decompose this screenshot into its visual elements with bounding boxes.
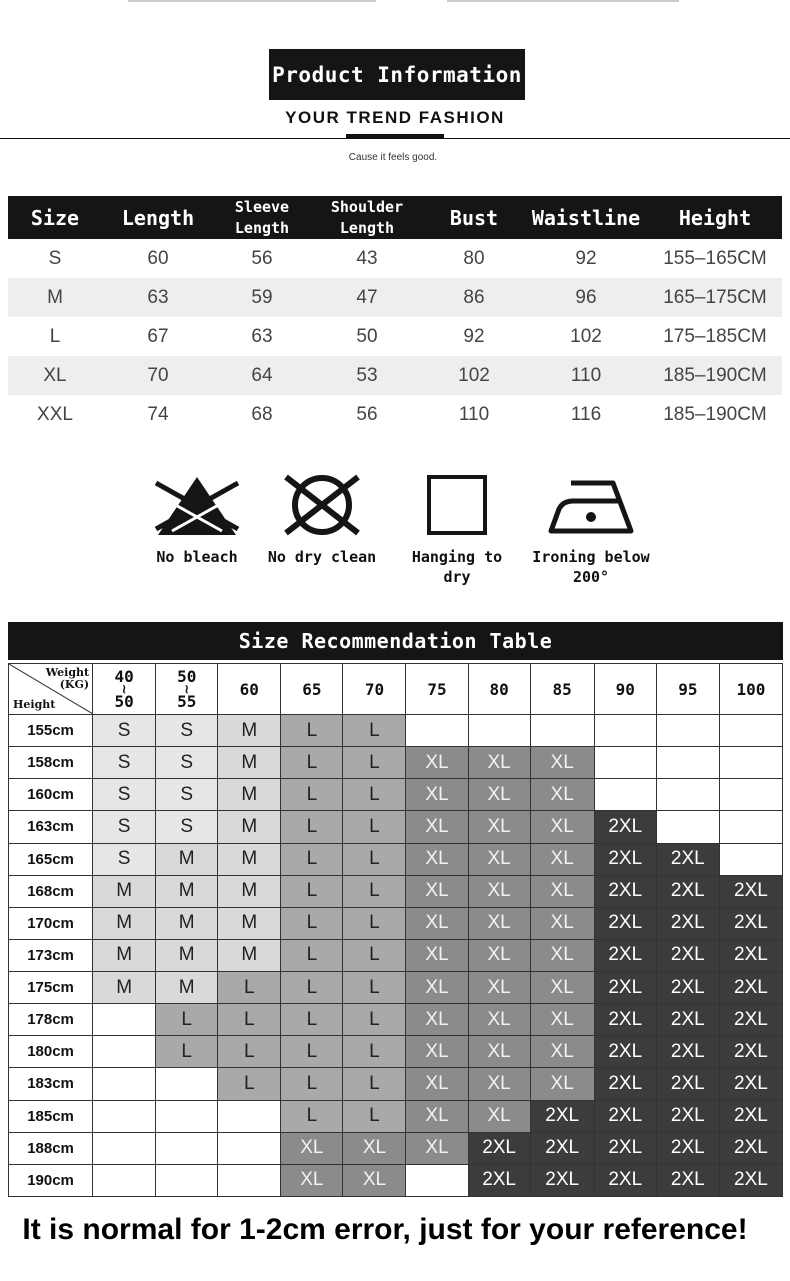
- recommendation-row: [9, 1004, 783, 1036]
- size-cell: 47: [310, 278, 424, 317]
- size-cell: 86: [424, 278, 524, 317]
- weight-col-header: 80: [468, 664, 530, 715]
- size-recommendation-cell: 2XL: [719, 972, 782, 1004]
- top-edge-line-left: [128, 0, 376, 2]
- size-recommendation-cell: XL: [406, 747, 468, 779]
- weight-col-header: 65: [281, 664, 343, 715]
- size-recommendation-cell: [656, 715, 719, 747]
- size-recommendation-cell: 2XL: [656, 843, 719, 875]
- size-recommendation-cell: S: [156, 747, 218, 779]
- size-row: [8, 356, 782, 395]
- size-recommendation-cell: 2XL: [594, 843, 656, 875]
- size-recommendation-cell: L: [281, 747, 343, 779]
- no-dry-clean-icon: [280, 473, 364, 537]
- height-label: 188cm: [9, 1132, 93, 1164]
- size-cell: 67: [147, 325, 169, 347]
- size-cell: 165–175CM: [648, 278, 782, 317]
- size-recommendation-cell: [93, 1100, 156, 1132]
- size-recommendation-cell: L: [281, 907, 343, 939]
- height-label: 163cm: [9, 811, 93, 843]
- size-recommendation-cell: 2XL: [594, 907, 656, 939]
- size-cell: 110: [458, 403, 490, 425]
- size-recommendation-cell: XL: [406, 972, 468, 1004]
- col-waistline: Waistline: [524, 196, 648, 239]
- size-recommendation-cell: L: [281, 1068, 343, 1100]
- recommendation-row: [9, 972, 783, 1004]
- recommendation-title: Size Recommendation Table: [8, 622, 783, 660]
- size-recommendation-cell: [656, 779, 719, 811]
- size-recommendation-cell: [156, 1068, 218, 1100]
- no-bleach-icon: [152, 473, 242, 537]
- size-recommendation-cell: XL: [530, 1068, 594, 1100]
- size-recommendation-cell: 2XL: [656, 1036, 719, 1068]
- size-recommendation-cell: L: [156, 1036, 218, 1068]
- size-recommendation-cell: XL: [530, 1004, 594, 1036]
- size-row: [8, 278, 782, 317]
- size-cell: 80: [463, 247, 485, 269]
- size-cell: 64: [214, 356, 310, 395]
- col-size: Size: [8, 196, 102, 239]
- size-recommendation-cell: XL: [281, 1132, 343, 1164]
- size-recommendation-cell: XL: [343, 1164, 406, 1196]
- height-label: 180cm: [9, 1036, 93, 1068]
- size-recommendation-cell: M: [218, 939, 281, 971]
- care-ironing: [522, 473, 660, 587]
- weight-col-header: 60: [218, 664, 281, 715]
- size-cell: 60: [147, 247, 169, 269]
- divider-accent: [346, 134, 444, 139]
- recommendation-row: [9, 715, 783, 747]
- size-recommendation-cell: 2XL: [594, 875, 656, 907]
- height-label: 185cm: [9, 1100, 93, 1132]
- size-recommendation-cell: [156, 1132, 218, 1164]
- size-recommendation-cell: S: [93, 811, 156, 843]
- size-recommendation-cell: M: [156, 907, 218, 939]
- size-cell: 102: [570, 325, 602, 347]
- size-recommendation-cell: M: [218, 747, 281, 779]
- size-recommendation-cell: XL: [468, 1036, 530, 1068]
- size-recommendation-cell: 2XL: [656, 939, 719, 971]
- size-recommendation-cell: [93, 1036, 156, 1068]
- weight-height-corner: [9, 664, 93, 715]
- weight-range-end: 50: [114, 692, 134, 711]
- size-recommendation-cell: 2XL: [530, 1100, 594, 1132]
- size-recommendation-cell: 2XL: [656, 1100, 719, 1132]
- size-recommendation-cell: [93, 1068, 156, 1100]
- weight-col-header: 75: [406, 664, 468, 715]
- size-recommendation-cell: M: [218, 843, 281, 875]
- size-recommendation-cell: XL: [530, 1036, 594, 1068]
- size-cell: M: [8, 278, 102, 317]
- size-recommendation-cell: L: [281, 1004, 343, 1036]
- size-recommendation-cell: XL: [468, 811, 530, 843]
- size-recommendation-cell: [594, 747, 656, 779]
- iron-icon: [543, 473, 639, 537]
- height-label: 168cm: [9, 875, 93, 907]
- size-cell: 56: [356, 403, 378, 425]
- weight-range-symbol: ≀: [121, 682, 127, 696]
- size-recommendation-cell: XL: [406, 1100, 468, 1132]
- size-recommendation-cell: M: [218, 715, 281, 747]
- size-recommendation-cell: XL: [468, 907, 530, 939]
- weight-col-header: [93, 664, 156, 715]
- size-cell: 116: [570, 403, 602, 425]
- weight-range-symbol: ≀: [184, 682, 189, 696]
- size-recommendation-cell: L: [218, 1068, 281, 1100]
- hang-dry-icon: [425, 473, 489, 537]
- size-cell: L: [49, 325, 61, 347]
- size-recommendation-cell: M: [156, 875, 218, 907]
- size-recommendation-cell: S: [93, 747, 156, 779]
- care-hang-dry-label: Hanging to dry: [411, 548, 503, 586]
- size-recommendation-cell: [406, 1164, 468, 1196]
- size-recommendation-cell: 2XL: [468, 1132, 530, 1164]
- recommendation-row: [9, 939, 783, 971]
- corner-weight-label: Weight (KG): [45, 666, 90, 691]
- size-recommendation-cell: L: [281, 875, 343, 907]
- size-recommendation-cell: L: [281, 939, 343, 971]
- size-recommendation-cell: XL: [530, 907, 594, 939]
- height-label: 190cm: [9, 1164, 93, 1196]
- size-recommendation-cell: XL: [406, 811, 468, 843]
- size-recommendation-cell: 2XL: [530, 1164, 594, 1196]
- size-cell: S: [48, 247, 62, 269]
- size-recommendation-cell: 2XL: [468, 1164, 530, 1196]
- size-recommendation-cell: 2XL: [594, 972, 656, 1004]
- size-recommendation-cell: L: [281, 843, 343, 875]
- size-recommendation-cell: M: [156, 939, 218, 971]
- size-cell: 53: [310, 356, 424, 395]
- size-recommendation-table: [8, 663, 783, 1197]
- size-recommendation-cell: 2XL: [594, 1004, 656, 1036]
- size-recommendation-cell: L: [281, 972, 343, 1004]
- size-recommendation-cell: XL: [406, 1132, 468, 1164]
- size-cell: 110: [524, 356, 648, 395]
- size-cell: 63: [102, 278, 214, 317]
- size-recommendation-cell: XL: [468, 875, 530, 907]
- size-row: [8, 317, 782, 356]
- size-recommendation-cell: XL: [406, 843, 468, 875]
- size-recommendation-cell: 2XL: [656, 1068, 719, 1100]
- corner-height-label: Height: [13, 698, 56, 711]
- height-label: 173cm: [9, 939, 93, 971]
- size-recommendation-cell: M: [218, 875, 281, 907]
- weight-col-header: 100: [719, 664, 782, 715]
- size-recommendation-cell: XL: [468, 747, 530, 779]
- size-recommendation-cell: XL: [530, 939, 594, 971]
- size-recommendation-cell: 2XL: [719, 1132, 782, 1164]
- size-cell: 74: [147, 403, 169, 425]
- recommendation-row: [9, 843, 783, 875]
- size-recommendation-cell: XL: [406, 1004, 468, 1036]
- size-recommendation-cell: L: [343, 1100, 406, 1132]
- size-recommendation-cell: 2XL: [719, 1036, 782, 1068]
- size-recommendation-cell: L: [218, 972, 281, 1004]
- size-recommendation-cell: 2XL: [594, 1036, 656, 1068]
- size-cell: 185–190CM: [663, 403, 767, 425]
- size-recommendation-cell: L: [218, 1036, 281, 1068]
- size-cell: 92: [575, 247, 597, 269]
- size-chart-header: [8, 196, 782, 239]
- col-length: Length: [102, 196, 214, 239]
- size-recommendation-cell: XL: [468, 1068, 530, 1100]
- weight-col-header: 85: [530, 664, 594, 715]
- size-recommendation-cell: L: [281, 715, 343, 747]
- size-recommendation-cell: 2XL: [656, 1004, 719, 1036]
- size-recommendation-cell: 2XL: [656, 1164, 719, 1196]
- size-cell: 96: [524, 278, 648, 317]
- care-no-dry-clean-label: No dry clean: [267, 548, 377, 566]
- size-cell: 185–190CM: [648, 356, 782, 395]
- recommendation-row: [9, 747, 783, 779]
- col-sleeve-length: Sleeve Length: [214, 196, 310, 239]
- size-recommendation-cell: [719, 779, 782, 811]
- size-recommendation-cell: S: [93, 843, 156, 875]
- size-recommendation-cell: XL: [406, 1068, 468, 1100]
- care-no-bleach-label: No bleach: [156, 548, 238, 566]
- size-recommendation-cell: XL: [406, 907, 468, 939]
- size-recommendation-cell: L: [281, 1100, 343, 1132]
- weight-col-header: [156, 664, 218, 715]
- recommendation-row: [9, 1100, 783, 1132]
- page-title: Product Information: [269, 49, 525, 100]
- size-recommendation-cell: XL: [530, 875, 594, 907]
- size-cell: 43: [356, 247, 378, 269]
- size-recommendation-cell: L: [343, 1004, 406, 1036]
- weight-range-start: 50: [177, 667, 197, 686]
- size-cell: 155–165CM: [663, 247, 767, 269]
- height-label: 175cm: [9, 972, 93, 1004]
- size-recommendation-cell: 2XL: [719, 939, 782, 971]
- recommendation-row: [9, 875, 783, 907]
- size-chart-table: [8, 196, 782, 434]
- size-recommendation-cell: M: [218, 811, 281, 843]
- size-recommendation-cell: XL: [406, 875, 468, 907]
- size-recommendation-cell: L: [343, 939, 406, 971]
- size-recommendation-cell: XL: [530, 972, 594, 1004]
- size-recommendation-cell: 2XL: [594, 1164, 656, 1196]
- size-recommendation-cell: L: [281, 811, 343, 843]
- size-recommendation-cell: [406, 715, 468, 747]
- footer-note: It is normal for 1-2cm error, just for your reference!: [22, 1213, 748, 1246]
- height-label: 170cm: [9, 907, 93, 939]
- size-recommendation-cell: S: [156, 779, 218, 811]
- size-cell: 175–185CM: [663, 325, 767, 347]
- recommendation-row: [9, 779, 783, 811]
- size-recommendation-cell: [93, 1004, 156, 1036]
- size-recommendation-cell: [594, 715, 656, 747]
- size-recommendation-cell: [594, 779, 656, 811]
- size-recommendation-cell: 2XL: [594, 811, 656, 843]
- size-recommendation-cell: 2XL: [656, 907, 719, 939]
- size-recommendation-cell: S: [93, 779, 156, 811]
- size-recommendation-cell: M: [93, 875, 156, 907]
- size-recommendation-cell: M: [156, 972, 218, 1004]
- size-recommendation-cell: XL: [281, 1164, 343, 1196]
- weight-range-end: 55: [177, 692, 197, 711]
- size-recommendation-cell: 2XL: [656, 972, 719, 1004]
- size-recommendation-cell: S: [156, 715, 218, 747]
- size-cell: 50: [356, 325, 378, 347]
- size-recommendation-cell: L: [343, 843, 406, 875]
- care-no-dry-clean: [258, 473, 386, 567]
- size-cell: 70: [102, 356, 214, 395]
- size-recommendation-cell: L: [281, 1036, 343, 1068]
- brand-subtitle: YOUR TREND FASHION: [285, 108, 505, 127]
- size-recommendation-cell: M: [93, 972, 156, 1004]
- col-shoulder-length: Shoulder Length: [310, 196, 424, 239]
- height-label: 183cm: [9, 1068, 93, 1100]
- col-height: Height: [648, 196, 782, 239]
- size-recommendation-cell: 2XL: [719, 1100, 782, 1132]
- size-recommendation-cell: L: [281, 779, 343, 811]
- size-recommendation-cell: XL: [468, 1004, 530, 1036]
- care-no-bleach: [138, 473, 256, 567]
- size-recommendation-cell: [218, 1100, 281, 1132]
- size-recommendation-cell: 2XL: [719, 1004, 782, 1036]
- size-recommendation-cell: [530, 715, 594, 747]
- size-cell: 63: [251, 325, 273, 347]
- size-recommendation-cell: M: [218, 907, 281, 939]
- size-recommendation-cell: XL: [530, 843, 594, 875]
- size-recommendation-cell: XL: [530, 779, 594, 811]
- recommendation-row: [9, 1164, 783, 1196]
- height-label: 158cm: [9, 747, 93, 779]
- size-recommendation-cell: [156, 1164, 218, 1196]
- size-cell: 102: [424, 356, 524, 395]
- size-recommendation-cell: XL: [406, 939, 468, 971]
- recommendation-row: [9, 1036, 783, 1068]
- size-recommendation-cell: 2XL: [719, 907, 782, 939]
- weight-col-header: 95: [656, 664, 719, 715]
- size-recommendation-cell: 2XL: [594, 939, 656, 971]
- size-recommendation-cell: [719, 747, 782, 779]
- size-cell: 68: [251, 403, 273, 425]
- size-cell: XXL: [37, 403, 73, 425]
- size-recommendation-cell: XL: [530, 811, 594, 843]
- size-recommendation-cell: L: [343, 715, 406, 747]
- size-recommendation-cell: [656, 811, 719, 843]
- col-bust: Bust: [424, 196, 524, 239]
- size-recommendation-cell: L: [343, 907, 406, 939]
- size-recommendation-cell: 2XL: [656, 1132, 719, 1164]
- height-label: 165cm: [9, 843, 93, 875]
- size-recommendation-cell: XL: [468, 779, 530, 811]
- height-label: 160cm: [9, 779, 93, 811]
- size-recommendation-cell: XL: [530, 747, 594, 779]
- size-recommendation-cell: XL: [406, 1036, 468, 1068]
- recommendation-row: [9, 1132, 783, 1164]
- size-recommendation-cell: L: [343, 972, 406, 1004]
- size-recommendation-cell: [656, 747, 719, 779]
- size-recommendation-cell: L: [343, 1036, 406, 1068]
- size-recommendation-cell: 2XL: [719, 875, 782, 907]
- size-recommendation-cell: [218, 1164, 281, 1196]
- size-recommendation-cell: L: [156, 1004, 218, 1036]
- size-recommendation-cell: 2XL: [594, 1068, 656, 1100]
- care-hang-dry: [402, 473, 512, 587]
- size-recommendation-cell: [93, 1132, 156, 1164]
- size-recommendation-cell: M: [218, 779, 281, 811]
- size-recommendation-cell: [468, 715, 530, 747]
- size-recommendation-cell: XL: [406, 779, 468, 811]
- size-recommendation-cell: XL: [343, 1132, 406, 1164]
- size-recommendation-cell: L: [343, 747, 406, 779]
- weight-col-header: 90: [594, 664, 656, 715]
- size-recommendation-cell: S: [93, 715, 156, 747]
- size-row: [8, 395, 782, 434]
- height-label: 155cm: [9, 715, 93, 747]
- size-recommendation-cell: [156, 1100, 218, 1132]
- size-row: [8, 239, 782, 278]
- tagline: Cause it feels good.: [348, 152, 438, 163]
- size-recommendation-cell: L: [343, 1068, 406, 1100]
- size-recommendation-cell: L: [343, 779, 406, 811]
- size-recommendation-cell: XL: [468, 972, 530, 1004]
- size-recommendation-cell: [93, 1164, 156, 1196]
- care-ironing-label: Ironing below 200°: [532, 548, 650, 586]
- size-recommendation-cell: [719, 811, 782, 843]
- size-recommendation-cell: 2XL: [656, 875, 719, 907]
- size-recommendation-cell: XL: [468, 1100, 530, 1132]
- top-edge-line-right: [447, 0, 679, 2]
- size-recommendation-cell: M: [93, 939, 156, 971]
- recommendation-row: [9, 1068, 783, 1100]
- size-recommendation-cell: L: [343, 811, 406, 843]
- size-cell: XL: [8, 356, 102, 395]
- size-cell: 92: [463, 325, 485, 347]
- size-recommendation-cell: L: [343, 875, 406, 907]
- size-recommendation-cell: M: [93, 907, 156, 939]
- weight-range-start: 40: [114, 667, 134, 686]
- size-recommendation-cell: 2XL: [719, 1068, 782, 1100]
- size-recommendation-cell: [719, 843, 782, 875]
- recommendation-row: [9, 907, 783, 939]
- size-recommendation-cell: [719, 715, 782, 747]
- recommendation-header-row: [9, 664, 783, 715]
- size-recommendation-cell: L: [218, 1004, 281, 1036]
- size-recommendation-cell: S: [156, 811, 218, 843]
- size-cell: 59: [214, 278, 310, 317]
- size-recommendation-cell: 2XL: [594, 1100, 656, 1132]
- size-recommendation-cell: XL: [468, 843, 530, 875]
- size-recommendation-cell: XL: [468, 939, 530, 971]
- height-label: 178cm: [9, 1004, 93, 1036]
- weight-col-header: 70: [343, 664, 406, 715]
- size-recommendation-cell: 2XL: [719, 1164, 782, 1196]
- size-recommendation-cell: 2XL: [530, 1132, 594, 1164]
- size-recommendation-cell: 2XL: [594, 1132, 656, 1164]
- recommendation-row: [9, 811, 783, 843]
- size-recommendation-cell: M: [156, 843, 218, 875]
- size-recommendation-cell: [218, 1132, 281, 1164]
- size-cell: 56: [251, 247, 273, 269]
